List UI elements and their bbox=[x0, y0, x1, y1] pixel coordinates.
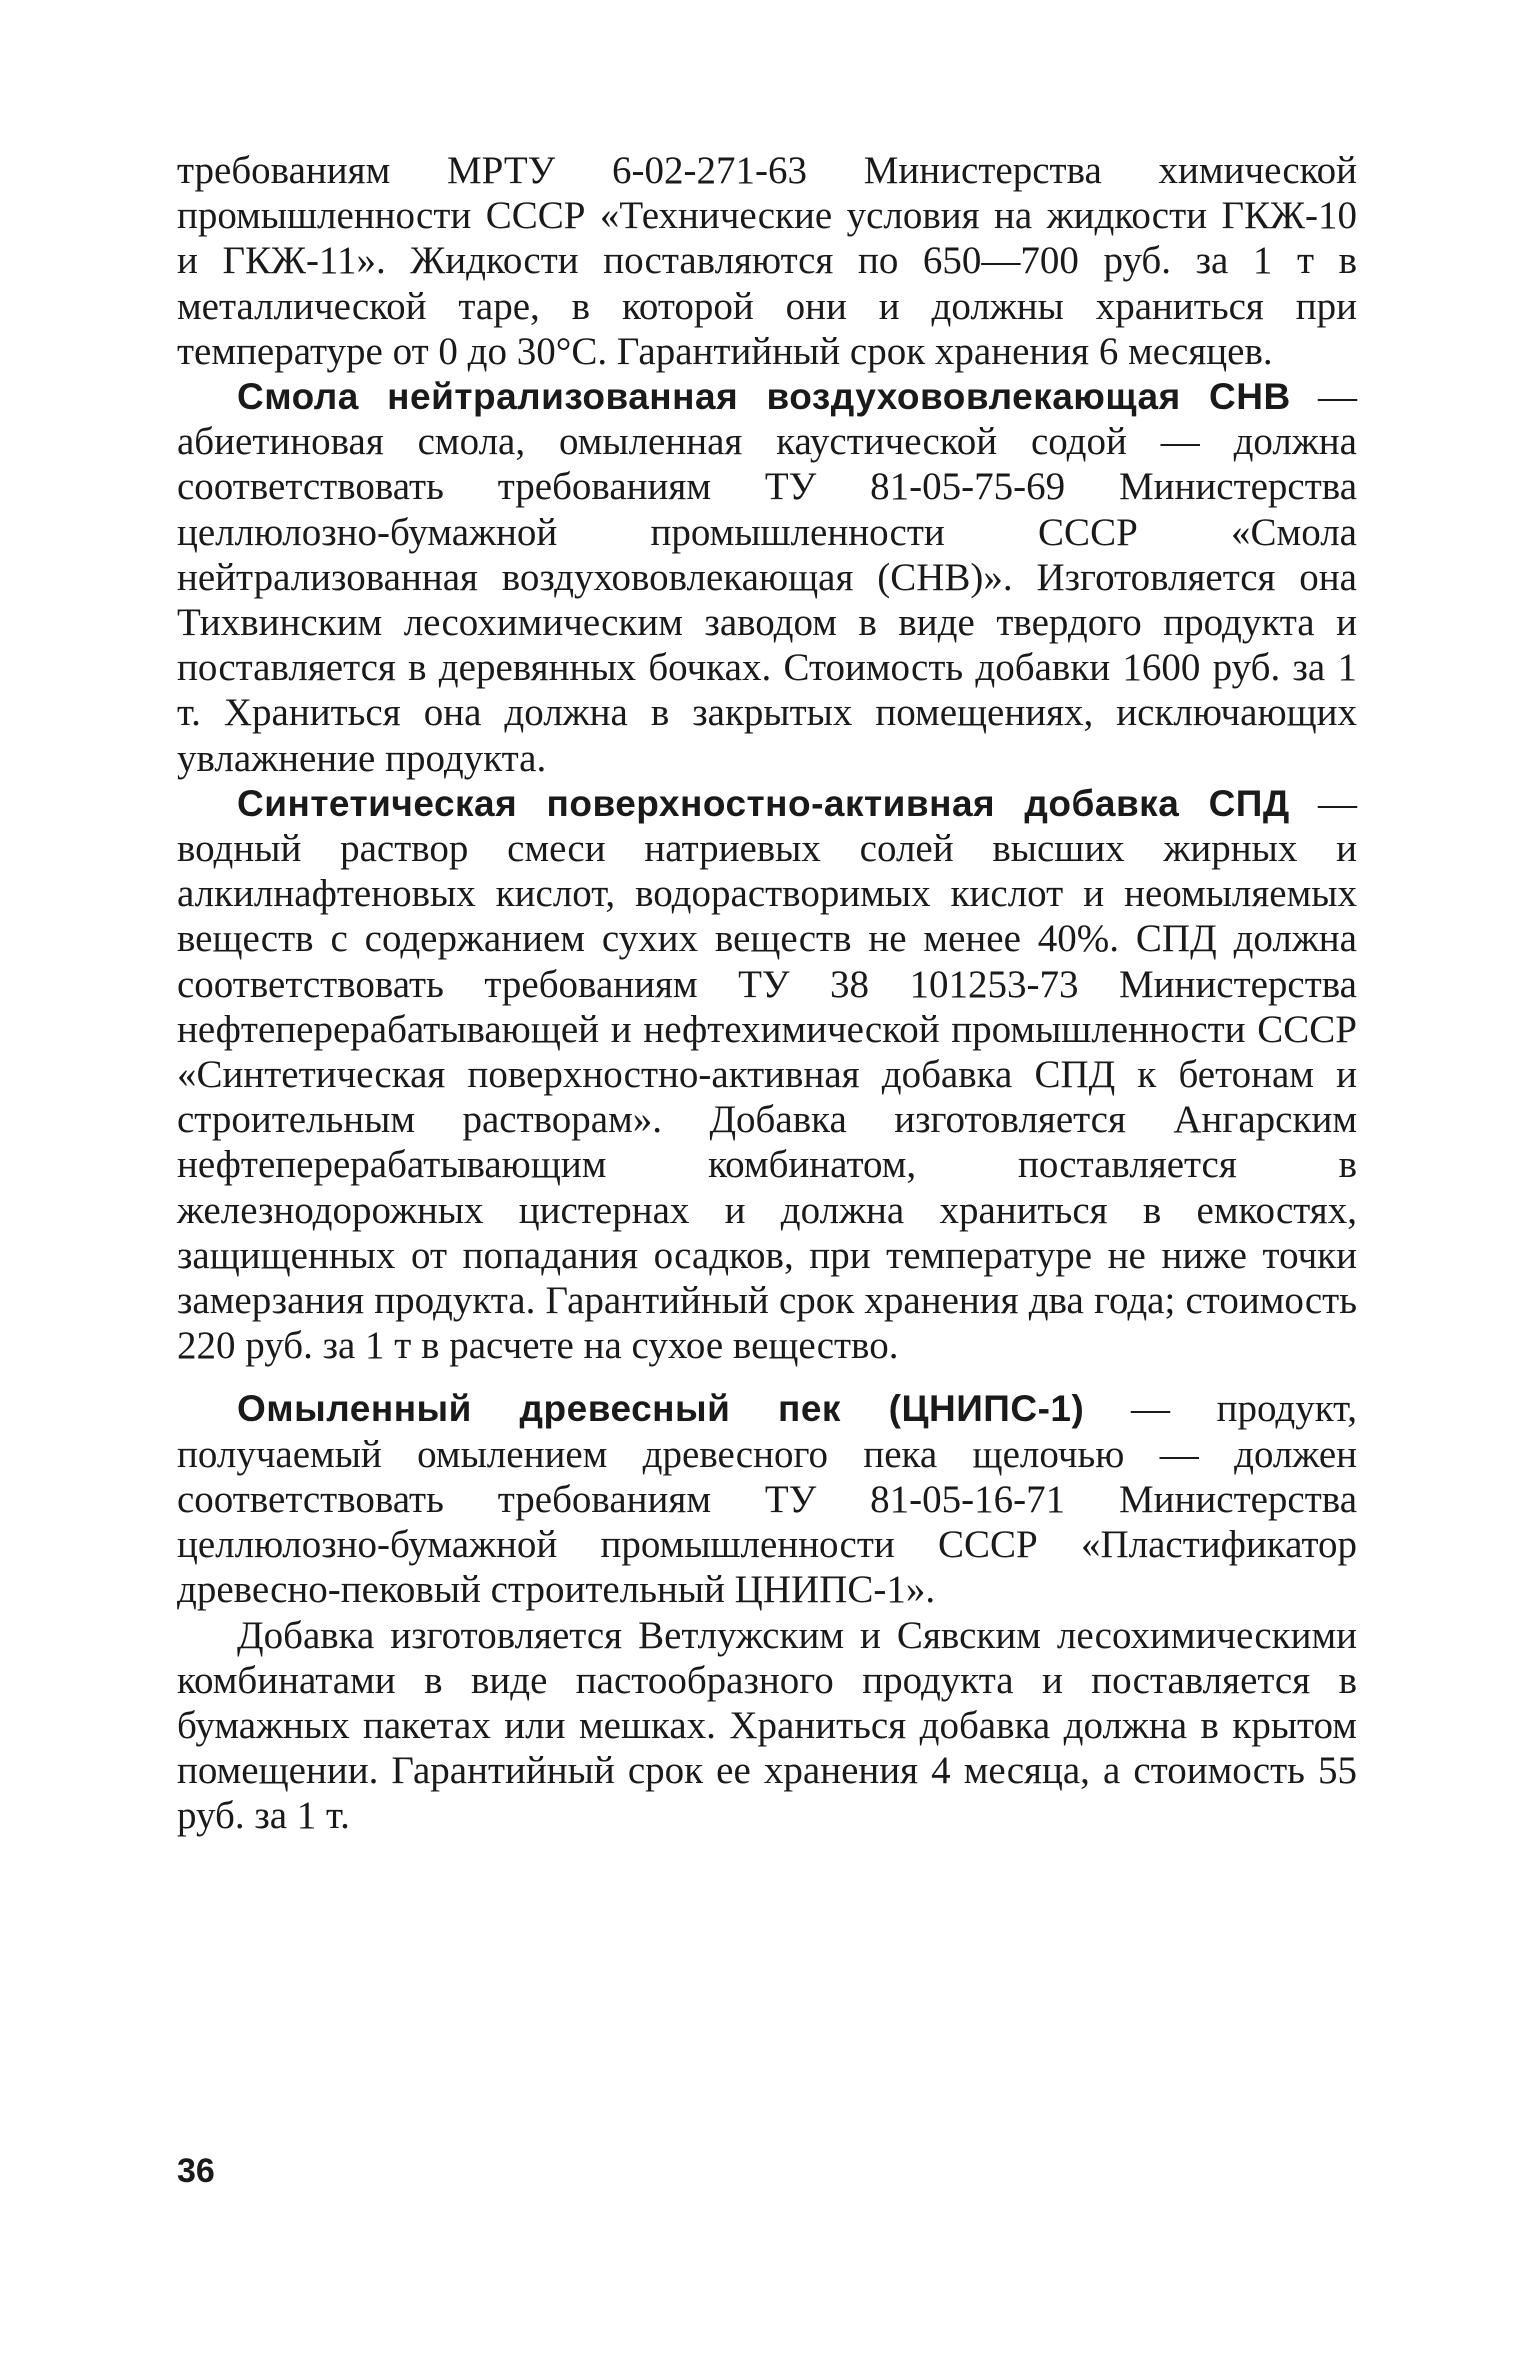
page-number: 36 bbox=[177, 2152, 215, 2190]
term-snv: Смола нейтрализованная воздухововлекающая СНВ bbox=[237, 376, 1291, 418]
paragraph-text: — продукт, получаемый омылением древесного пека щелочью — должен соответствовать требованиям ТУ 81-05-16-71 Министерства целлюлозно-бумажной промышленности СССР «Пластификатор древесно-пековый строительный ЦНИПС-1». bbox=[177, 1387, 1357, 1612]
paragraph-text: требованиям МРТУ 6-02-271-63 Министерства химической промышленности СССР «Технические условия на жидкости ГКЖ-10 и ГКЖ-11». Жидкости поставляются по 650—700 руб. за 1 т в металлической таре, в которой они и должны храниться при температуре от 0 до 30°С. Гарантийный срок хранения 6 месяцев. bbox=[177, 149, 1357, 373]
term-cnips: Омыленный древесный пек (ЦНИПС-1) bbox=[237, 1388, 1085, 1430]
term-spd: Синтетическая поверхностно-активная добавка СПД bbox=[237, 782, 1290, 824]
paragraph-gkzh-continuation bbox=[177, 148, 1357, 374]
paragraph-cnips-supply bbox=[177, 1613, 1357, 1839]
page-body bbox=[177, 148, 1357, 1839]
paragraph-cnips bbox=[177, 1386, 1357, 1612]
paragraph-spd bbox=[177, 781, 1357, 1369]
paragraph-text: — абиетиновая смола, омыленная каустической содой — должна соответствовать требованиям ТУ 81-05-75-69 Министерства целлюлозно-бумажной промышленности СССР «Смола нейтрализованная воздухововлекающая (СНВ)». Изготовляется она Тихвинским лесохимическим заводом в виде твердого продукта и поставляется в деревянных бочках. Стоимость добавки 1600 руб. за 1 т. Храниться она должна в закрытых помещениях, исключающих увлажнение продукта. bbox=[177, 375, 1357, 780]
paragraph-text: — водный раствор смеси натриевых солей высших жирных и алкилнафтеновых кислот, водорастворимых кислот и неомыляемых веществ с содержанием сухих веществ не менее 40%. СПД должна соответствовать требованиям ТУ 38 101253-73 Министерства нефтеперерабатывающей и нефтехимической промышленности СССР «Синтетическая поверхностно-активная добавка СПД к бетонам и строительным растворам». Добавка изготовляется Ангарским нефтеперерабатывающим комбинатом, поставляется в железнодорожных цистернах и должна храниться в емкостях, защищенных от попадания осадков, при температуре не ниже точки замерзания продукта. Гарантийный срок хранения два года; стоимость 220 руб. за 1 т в расчете на сухое вещество. bbox=[177, 781, 1358, 1368]
paragraph-text: Добавка изготовляется Ветлужским и Сявским лесохимическими комбинатами в виде пастообразного продукта и поставляется в бумажных пакетах или мешках. Храниться добавка должна в крытом помещении. Гарантийный срок ее хранения 4 месяца, а стоимость 55 руб. за 1 т. bbox=[177, 1613, 1357, 1838]
paragraph-snv bbox=[177, 374, 1357, 781]
